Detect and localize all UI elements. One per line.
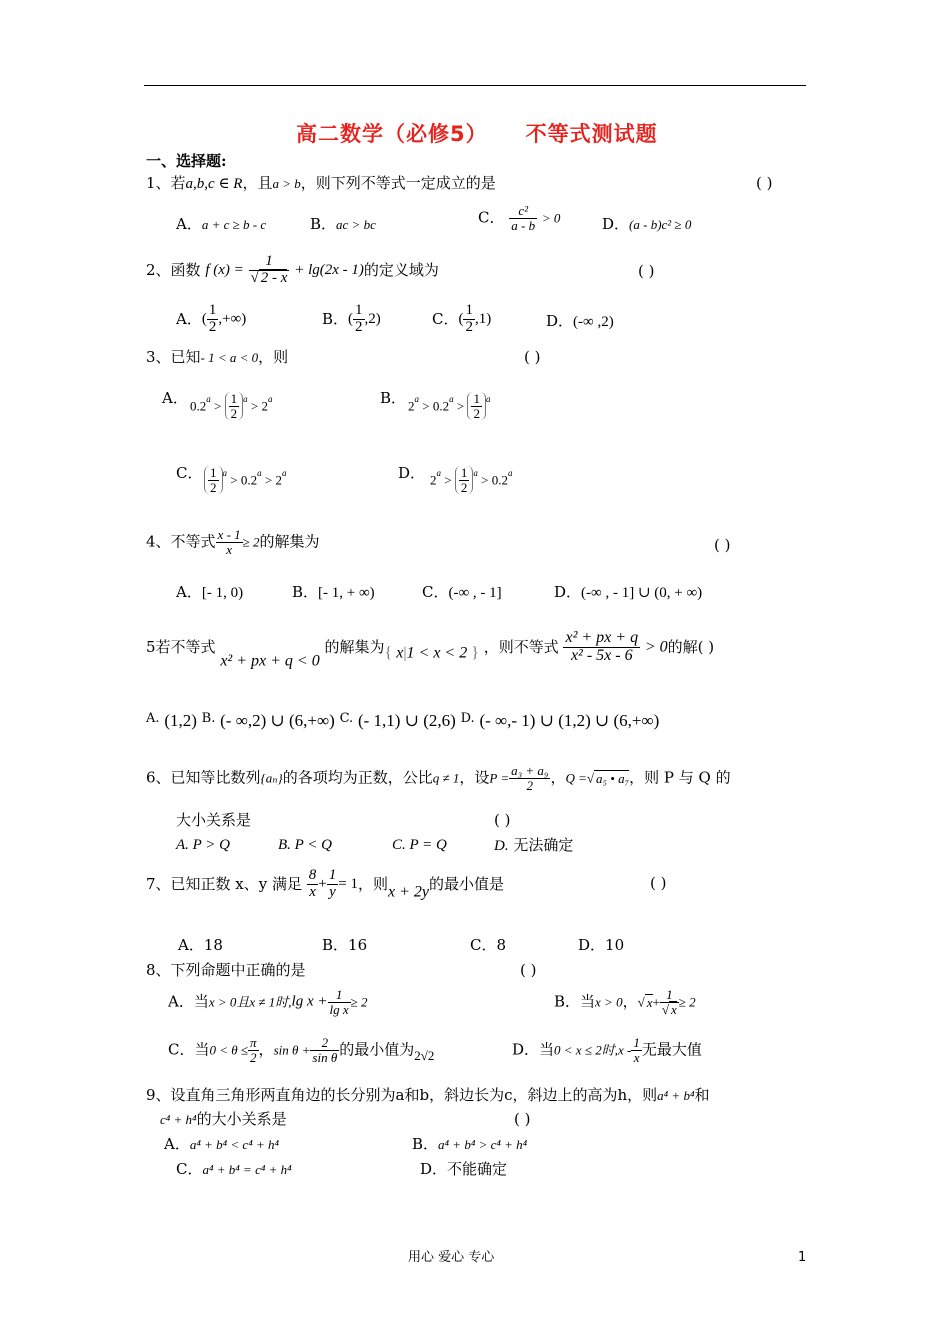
answer-bracket-2[interactable]: ( ) [638,262,655,280]
q3-option-b-label[interactable]: B． [380,389,407,407]
question-2: 2、函数 f (x) = $\frac{1}{√ 2 - x}$ + lg(2x - 1)的定义域为 [146,253,439,286]
answer-bracket-3[interactable]: ( ) [524,348,541,366]
q3-option-c-label[interactable]: C． [176,464,203,482]
q5-option-c[interactable]: C. (- 1,1) ∪ (2,6) [339,711,456,730]
q5-options [146,712,659,729]
q9-option-b[interactable]: B．a⁴ + b⁴ > c⁴ + h⁴ [412,1135,528,1153]
q4-option-c[interactable]: C．(-∞ , - 1] [422,583,502,601]
q6-line2: 大小关系是 [176,811,252,829]
title-right: 不等式测试题 [525,122,658,146]
answer-bracket-1[interactable]: ( ) [756,174,773,192]
q4-option-b[interactable]: B．[- 1, + ∞) [292,583,375,601]
page-title [296,124,658,145]
q2-option-a[interactable]: A．( $\frac{1}{2}$ ,+∞) [176,302,247,335]
answer-bracket-8[interactable]: ( ) [520,961,537,979]
q7-option-c[interactable]: C．8 [470,936,507,954]
q2-option-d[interactable]: D．(-∞ ,2) [546,312,614,330]
title-left: 高二数学（必修5） [296,122,488,146]
q3-option-c[interactable]: $\frac{1}{2}$ $^a$ > 0.2$^a$ > 2$^a$ [204,466,286,494]
q1-option-a[interactable]: A．a + c ≥ b - c [176,215,267,233]
question-9: 9、设直角三角形两直角边的长分别为a和b，斜边长为c，斜边上的高为h，则a⁴ + b⁴和 [146,1086,710,1104]
q1-option-b[interactable]: B．ac > bc [310,215,376,233]
q2-option-b[interactable]: B．( $\frac{1}{2}$ ,2) [322,302,381,335]
q3-option-a[interactable]: 0.2$^a$ > $\frac{1}{2}$ $^a$ > 2$^a$ [190,391,273,421]
answer-bracket-4[interactable]: ( ) [714,536,731,554]
question-1: 1、若a,b,c ∈ R，且a > b，则下列不等式一定成立的是 [146,174,496,192]
q9-option-c[interactable]: C．a⁴ + b⁴ = c⁴ + h⁴ [176,1160,292,1178]
q4-option-d[interactable]: D．(-∞ , - 1] ∪ (0, + ∞) [554,583,703,601]
question-8: 8、下列命题中正确的是 [146,961,306,979]
q9-option-a[interactable]: A．a⁴ + b⁴ < c⁴ + h⁴ [164,1135,280,1153]
question-3: 3、已知- 1 < a < 0，则 [146,348,289,366]
question-6: 6、已知等比数列{aₙ}的各项均为正数，公比q ≠ 1，设P = $\frac{\text{a₃ + a₉}}{2}$ ，Q =√ a₅ • a₇，则 P 与 Q 的 [146,763,731,793]
q3-option-b[interactable]: 2$^a$ > 0.2$^a$ > $\frac{1}{2}$ $^a$ [408,391,491,421]
q8-option-a[interactable]: A．当x > 0且x ≠ 1时,lg x + $\frac{1}{\text{lg x}}$ ≥ 2 [168,987,368,1017]
answer-bracket-9[interactable]: ( ) [514,1110,531,1128]
q7-option-b[interactable]: B．16 [322,936,368,954]
q8-option-c[interactable]: C．当0 < θ ≤ $\frac{\pi}{2}$ ，sin θ + $\frac{2}{\text{sin θ}}$ 的最小值为2√2 [168,1035,435,1065]
q2-option-c[interactable]: C．( $\frac{1}{2}$ ,1) [432,302,492,335]
q8-option-b[interactable]: B．当x > 0，√ x+ $\frac{1}{√ x}$ ≥ 2 [554,987,696,1017]
q7-option-d[interactable]: D．10 [578,936,625,954]
answer-bracket-6[interactable]: ( ) [494,811,511,829]
q6-option-d[interactable]: D. 无法确定 [494,836,574,854]
question-5: 5若不等式 x² + px + q < 0 的解集为{ x|1 < x < 2 } ，则不等式 $\frac{\text{x² + px + q}}{\text{x² - 5x - 6}}$ > 0的解( ) [146,629,715,670]
q9-option-d[interactable]: D．不能确定 [420,1160,508,1178]
q4-option-a[interactable]: A．[- 1, 0) [176,583,244,601]
footer-slogan: 用心 爱心 专心 [408,1250,495,1265]
answer-bracket-7[interactable]: ( ) [650,874,667,892]
q3-option-a-label[interactable]: A． [162,389,188,407]
q7-option-a[interactable]: A．18 [178,936,223,954]
q1-option-c[interactable]: C． $\frac{\text{c²}}{a - b}$ > 0 [478,203,561,233]
q3-option-d[interactable]: 2$^a$ > $\frac{1}{2}$ $^a$ > 0.2$^a$ [430,465,513,495]
q1-option-d[interactable]: D．(a - b)c² ≥ 0 [602,215,692,233]
q5-option-a[interactable]: A. (1,2) [146,711,197,730]
q6-option-c[interactable]: C. P = Q [392,837,447,853]
q5-option-d[interactable]: D. (- ∞,- 1) ∪ (1,2) ∪ (6,+∞) [460,711,660,730]
q6-option-a[interactable]: A. P > Q [176,837,231,853]
q8-option-d[interactable]: D．当0 < x ≤ 2时,x - $\frac{1}{x}$ 无最大值 [512,1035,702,1065]
q5-option-b[interactable]: B. (- ∞,2) ∪ (6,+∞) [201,711,335,730]
header-rule [144,85,806,86]
question-4: 4、不等式 $\frac{x - 1}{x}$ ≥ 2的解集为 [146,527,320,557]
section-heading: 一、选择题: [146,152,227,170]
q6-option-b[interactable]: B. P < Q [278,837,333,853]
q3-option-d-label[interactable]: D． [398,464,426,482]
page-number: 1 [798,1250,807,1265]
question-9-line2: c⁴ + h⁴的大小关系是 [160,1110,287,1128]
question-7: 7、已知正数 x、y 满足 $\frac{8}{x}$ + $\frac{1}{y}$ = 1，则x + 2y的最小值是 [146,867,505,901]
